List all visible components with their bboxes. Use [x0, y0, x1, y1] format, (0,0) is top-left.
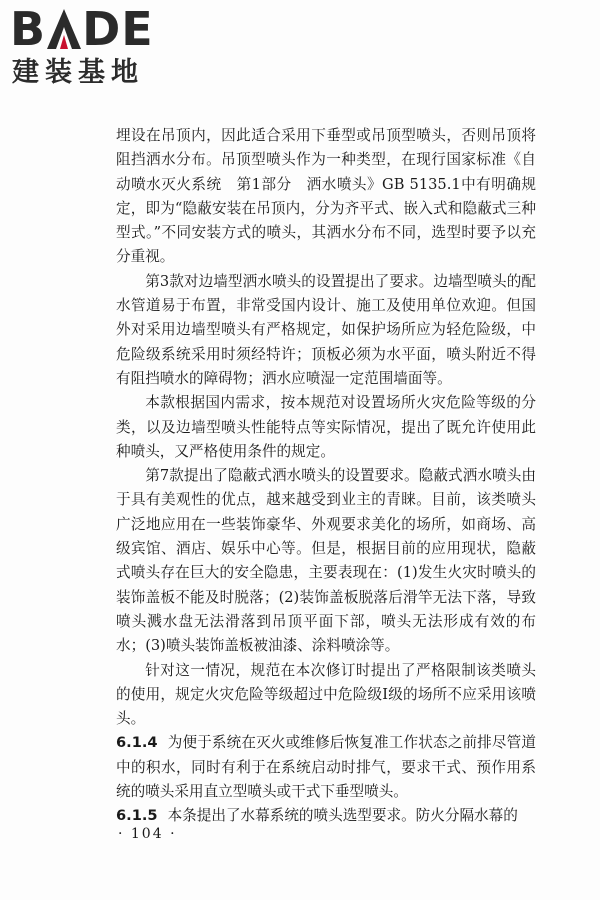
- paragraph: 第7款提出了隐蔽式洒水喷头的设置要求。隐蔽式洒水喷头由于具有美观性的优点，越来越受到业主的青睐。目前，该类喷头广泛地应用在一些装饰豪华、外观要求美化的场所，如商场、高级宾馆、酒店、娱乐中心等。但是，根据目前的应用现状，隐蔽式喷头存在巨大的安全隐患，主要表现在：(1)发生火灾时喷头的装饰盖板不能及时脱落；(2)装饰盖板脱落后滑竿无法下落，导致喷头溅水盘无法滑落到吊顶平面下部，喷头无法形成有效的布水；(3)喷头装饰盖板被油漆、涂料喷涂等。: [116, 467, 536, 655]
- logo-letter-b: B: [10, 2, 47, 56]
- paragraph: 本款根据国内需求，按本规范对设置场所火灾危险等级的分类，以及边墙型喷头性能特点等实际情况，提出了既允许使用此种喷头，又严格使用条件的规定。: [116, 394, 536, 460]
- page-number: · 104 ·: [118, 826, 177, 842]
- clause-6-1-5: [116, 804, 536, 828]
- logo-a-shape-icon: [47, 9, 81, 49]
- body-text: [116, 124, 536, 829]
- logo-letters-de: DE: [82, 2, 154, 56]
- paragraph: 埋设在吊顶内，因此适合采用下垂型或吊顶型喷头，否则吊顶将阻挡洒水分布。吊顶型喷头作为一种类型，在现行国家标准《自动喷水灭火系统 第1部分 洒水喷头》GB 5135.1中有明确规定，即为“隐蔽安装在吊顶内，分为齐平式、嵌入式和隐蔽式三种型式。”不同安装方式的喷头，其洒水分布不同，选型时要予以充分重视。: [116, 127, 536, 266]
- clause-6-1-4: [116, 731, 536, 804]
- logo: [10, 2, 180, 96]
- paragraph: 针对这一情况，规范在本次修订时提出了严格限制该类喷头的使用，规定火灾危险等级超过中危险级Ⅰ级的场所不应采用该喷头。: [116, 661, 536, 728]
- paragraph: 第3款对边墙型洒水喷头的设置提出了要求。边墙型喷头的配水管道易于布置，非常受国内设计、施工及使用单位欢迎。但国外对采用边墙型喷头有严格规定，如保护场所应为轻危险级，中危险级系统采用时须经特许；顶板必须为水平面，喷头附近不得有阻挡喷水的障碍物；洒水应喷湿一定范围墙面等。: [116, 272, 536, 387]
- clause-number: 6.1.5: [116, 807, 158, 825]
- clause-text: 为便于系统在灭火或维修后恢复准工作状态之前排尽管道中的积水，同时有利于在系统启动时排气，要求干式、预作用系统的喷头采用直立型喷头或干式下垂型喷头。: [116, 734, 536, 801]
- clause-text: 本条提出了水幕系统的喷头选型要求。防火分隔水幕的: [167, 807, 518, 825]
- logo-wordmark: [10, 2, 154, 56]
- clause-number: 6.1.4: [116, 734, 158, 752]
- logo-subtitle: 建装基地: [12, 57, 144, 88]
